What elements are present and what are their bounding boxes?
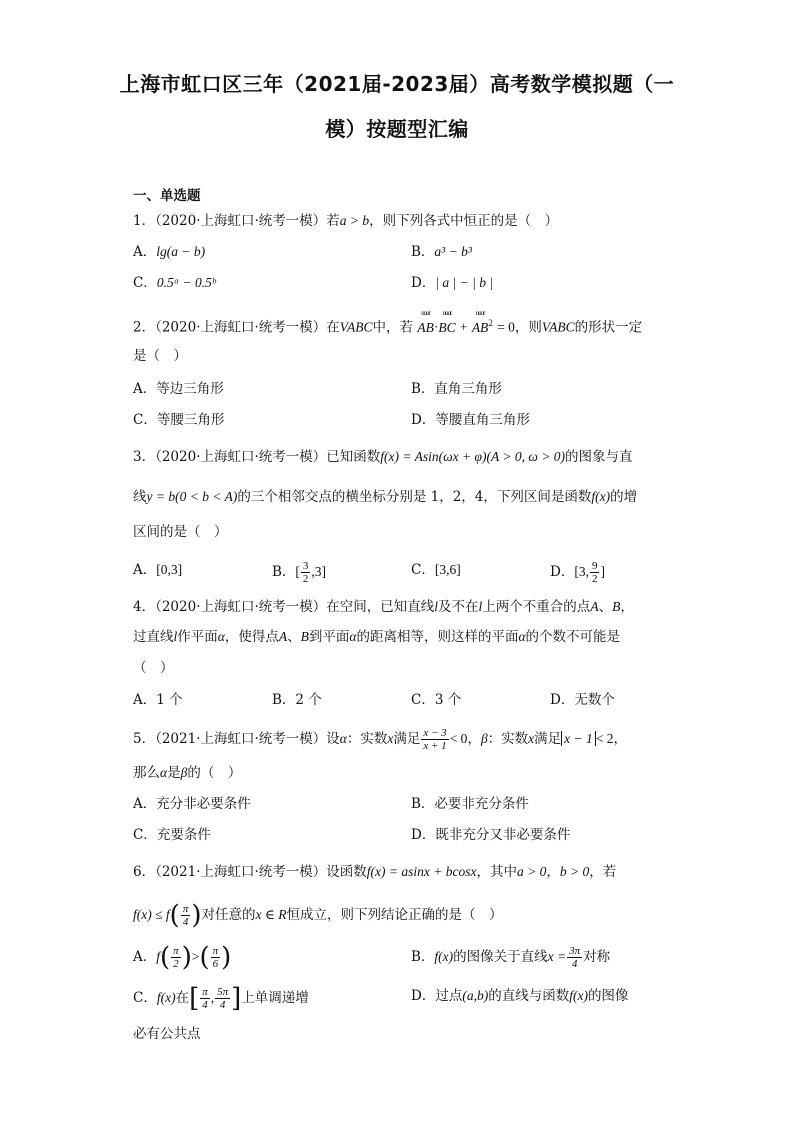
q6-option-c-den2: 4 — [219, 999, 226, 1011]
q6-option-a-den1: 2 — [173, 958, 179, 970]
q6-option-a-gt: > — [191, 949, 200, 964]
q2-vector-arrow-1: uuur — [421, 308, 430, 317]
q4-stem-line2 — [133, 627, 620, 647]
q2-stem-line1 — [133, 308, 643, 338]
q3-function: f(x) = Asin(ωx + φ)(A > 0, ω > 0) — [380, 449, 565, 464]
q5-stem-c: 满足 — [393, 731, 421, 747]
q2-dot: · — [433, 319, 439, 335]
q4-line-l-2: l — [478, 599, 483, 614]
q6-a-positive: a > 0 — [516, 864, 547, 879]
q4-option-b[interactable]: B．2 个 — [272, 692, 322, 708]
q2-option-c[interactable]: C．等腰三角形 — [133, 412, 225, 428]
q6-stem-f: 恒成立，则下列结论正确的是（ ） — [286, 907, 503, 923]
q2-vector-bc-text: BC — [438, 319, 456, 335]
q2-stem-b: 中，若 — [372, 319, 414, 336]
q6-stem-e: 对任意的 — [201, 907, 256, 923]
q3-fx: f(x) — [591, 489, 611, 504]
q1-stem-a: 1．（2020·上海虹口·统考一模）若 — [133, 213, 340, 229]
q5-lt-zero: < 0 — [449, 731, 468, 746]
q4-stem-e: 过直线 — [133, 629, 174, 645]
q3-option-b-den: 2 — [302, 573, 309, 585]
q2-stem-c: ，则 — [514, 319, 542, 336]
q2-plus: + — [459, 319, 468, 335]
q6-stem-b: ，其中 — [476, 864, 517, 880]
q6-stem-c: ， — [546, 864, 560, 880]
q3-stem-c: 线 — [133, 489, 147, 505]
q6-option-a-frac1 — [171, 945, 181, 970]
q1-condition: a > b — [339, 213, 370, 228]
q6-option-c[interactable]: C．f(x)在[ $\frac{\pi}{4}$ , $\frac{5\pi}{4}$ ]上单调递增 — [133, 983, 309, 1014]
q5-frac-num: x − 3 — [423, 727, 447, 739]
q1-option-c[interactable] — [133, 273, 215, 293]
q3-option-a-label: A． — [133, 562, 157, 578]
q1-option-c-math: 0.5ᵃ − 0.5ᵇ — [156, 275, 216, 290]
q1-stem-b: ，则下列各式中恒正的是（ ） — [369, 213, 559, 229]
q2-stem-line2: 是（ ） — [133, 348, 187, 364]
q1-option-b-label: B． — [411, 244, 435, 260]
q4-option-d[interactable]: D．无数个 — [550, 692, 615, 708]
q3-stem-e: 的增 — [610, 489, 638, 505]
q3-option-d-den: 2 — [591, 573, 598, 585]
q6-option-d-text2: 的图像 — [587, 988, 629, 1004]
q4-stem-b: 及不在 — [438, 599, 479, 615]
q2-square: 2 — [488, 318, 493, 328]
q4-stem-line1 — [133, 597, 634, 617]
q6-option-b-fx: f(x) — [434, 949, 454, 964]
q6-option-a-den2: 6 — [212, 958, 219, 970]
q6-option-c-text: 上单调递增 — [241, 990, 309, 1006]
q6-option-d-label: D．过点 — [411, 988, 463, 1004]
q3-stem-b: 的图象与直 — [564, 449, 633, 465]
q5-option-d[interactable]: D．既非充分又非必要条件 — [411, 827, 571, 843]
q5-alpha: α — [339, 731, 347, 746]
q2-triangle-2: VABC — [541, 319, 575, 335]
q2-vector-arrow-3: uuur — [475, 308, 485, 317]
q6-option-b-x: x = — [547, 949, 567, 964]
q5-alpha-2: α — [160, 765, 168, 780]
q1-option-b-math: a³ − b³ — [434, 244, 472, 259]
q2-option-a[interactable]: A．等边三角形 — [133, 381, 224, 397]
q4-stem-i: 的距离相等，则这样的平面 — [356, 629, 519, 645]
q2-vector-ab2-text: AB — [471, 319, 489, 335]
q6-stem-line1 — [133, 862, 616, 882]
q4-line-l-1: l — [434, 599, 439, 614]
q3-option-d[interactable] — [550, 560, 605, 585]
q6-option-c-num2: 5π — [217, 986, 229, 998]
q4-alpha-3: α — [518, 629, 526, 644]
q5-stem-e: ：实数 — [487, 731, 529, 747]
q6-option-c-fx: f(x) — [156, 990, 176, 1005]
q1-option-d-math: | a | − | b | — [435, 275, 494, 290]
q3-option-d-num: 9 — [591, 560, 598, 572]
q2-stem-a: 2．（2020·上海虹口·统考一模）在 — [133, 319, 340, 336]
q2-vector-ab-text: AB — [417, 319, 434, 335]
q1-option-b[interactable] — [411, 242, 472, 262]
q6-option-c-den1: 4 — [202, 999, 208, 1011]
q5-stem-g: ， — [613, 731, 628, 747]
q2-stem-d: 的形状一定 — [574, 319, 643, 336]
q4-option-a[interactable]: A．1 个 — [133, 692, 183, 708]
q3-option-b-label: B． — [272, 564, 296, 580]
q6-option-d-text: 的直线与函数 — [488, 988, 570, 1004]
q4-sep-2: 、 — [287, 629, 301, 645]
q4-alpha-1: α — [217, 629, 225, 644]
q6-option-b-num: 3π — [569, 945, 581, 957]
q5-x-1: x — [387, 731, 394, 746]
q6-option-c-num1: π — [202, 986, 208, 998]
q6-option-a-label: A． — [133, 949, 157, 965]
q6-pi: π — [182, 903, 189, 915]
q6-option-a[interactable]: A．f( $\frac{\pi}{2}$ )>( $\frac{\pi}{6}$ ) — [133, 942, 232, 973]
page-title-line2: 模）按题型汇编 — [325, 117, 469, 141]
q3-option-d-frac — [590, 560, 600, 585]
q1-option-a[interactable] — [133, 242, 205, 262]
q5-x-2: x — [528, 731, 535, 746]
q3-option-c-label: C． — [411, 562, 435, 578]
q6-option-b-text: 的图像关于直线 — [453, 949, 548, 965]
q2-vector-arrow-2: uuur — [442, 308, 452, 317]
q2-option-d[interactable]: D．等腰直角三角形 — [411, 412, 530, 428]
q5-stem-j: 的（ ） — [187, 765, 242, 781]
q4-point-a: A — [590, 599, 599, 614]
q1-option-c-label: C． — [133, 275, 157, 291]
q3-option-b-num: 3 — [302, 560, 309, 572]
q6-option-a-frac2 — [211, 945, 221, 970]
q4-stem-line3: （ ） — [133, 660, 174, 676]
q4-option-c[interactable]: C．3 个 — [411, 692, 462, 708]
q4-point-b: B — [612, 599, 621, 614]
q1-option-a-label: A． — [133, 244, 157, 260]
q4-stem-c: 上两个不重合的点 — [482, 599, 591, 615]
q6-option-b-frac — [567, 945, 582, 970]
q4-point-a-2: A — [278, 629, 288, 644]
q2-equals-zero: = 0 — [497, 319, 515, 335]
q5-beta-2: β — [180, 765, 188, 780]
q2-triangle-1: VABC — [339, 319, 373, 335]
q4-stem-h: 到平面 — [308, 629, 350, 645]
q1-option-d-label: D． — [411, 275, 436, 291]
q6-option-b-label: B． — [411, 949, 435, 965]
q1-stem — [133, 211, 558, 231]
q6-four: 4 — [182, 916, 189, 928]
q2-vector-ab — [417, 308, 434, 338]
q5-option-a[interactable]: A．充分非必要条件 — [133, 796, 251, 812]
q6-x-in-r: x ∈ R — [255, 907, 287, 922]
q6-option-c-frac1 — [200, 986, 210, 1011]
q4-alpha-2: α — [349, 629, 357, 644]
page-title-line1: 上海市虹口区三年（2021届-2023届）高考数学模拟题（一 — [119, 72, 675, 96]
q3-option-b-close: ,3] — [311, 564, 327, 579]
q5-stem-d: ， — [467, 731, 481, 747]
q3-option-b-frac — [301, 560, 311, 585]
q5-option-b[interactable]: B．必要非充分条件 — [411, 796, 529, 812]
q2-vector-bc — [438, 308, 456, 338]
q3-option-b-open: [ — [295, 564, 300, 579]
q3-stem-d: 的三个相邻交点的横坐标分别是 1，2，4，下列区间是函数 — [237, 489, 592, 505]
q2-option-b[interactable]: B．直角三角形 — [411, 381, 502, 397]
q6-option-d-continuation: 必有公共点 — [133, 1026, 201, 1042]
q4-stem-a: 4．（2020·上海虹口·统考一模）在空间，已知直线 — [133, 599, 435, 615]
q6-function: f(x) = asinx + bcosx — [366, 864, 477, 879]
q4-stem-j: 的个数不可能是 — [525, 629, 621, 645]
q3-line-eq: y = b(0 < b < A) — [146, 489, 238, 504]
q3-option-b[interactable] — [272, 560, 326, 585]
q5-stem-h: 那么 — [133, 765, 160, 781]
q6-option-d[interactable] — [411, 986, 628, 1006]
q3-stem-line1 — [133, 447, 632, 467]
q4-stem-g: ，使得点 — [224, 629, 279, 645]
q5-option-c[interactable]: C．充要条件 — [133, 827, 211, 843]
q5-abs-value: x − 1 — [561, 731, 596, 746]
q1-option-a-math: lg(a − b) — [156, 244, 206, 259]
q6-option-b-sym: 对称 — [583, 949, 611, 965]
q5-fraction — [421, 727, 448, 752]
q6-inequality: f(x) ≤ f — [133, 907, 170, 922]
q6-option-d-point: (a,b) — [462, 988, 489, 1003]
q2-vector-ab-2 — [471, 308, 489, 338]
q3-option-d-open: [3, — [574, 564, 589, 579]
q5-stem-f: 满足 — [534, 731, 562, 747]
q6-option-c-frac2 — [215, 986, 230, 1011]
q4-stem-f: 作平面 — [177, 629, 218, 645]
section-heading: 一、单选题 — [133, 188, 201, 204]
q5-beta: β — [480, 731, 488, 746]
q5-stem-a: 5．（2021·上海虹口·统考一模）设 — [133, 731, 340, 747]
q4-stem-d: ， — [620, 599, 634, 615]
q6-pi-over-4 — [181, 903, 191, 928]
q3-option-c[interactable] — [411, 560, 461, 580]
q5-stem-line2 — [133, 763, 241, 783]
q6-stem-d: ，若 — [589, 864, 617, 880]
q5-frac-den: x + 1 — [423, 740, 447, 752]
q5-stem-i: 是 — [167, 765, 181, 781]
q6-option-c-label: C． — [133, 990, 157, 1006]
q3-option-d-close: ] — [600, 564, 605, 579]
q6-option-c-in: 在 — [175, 990, 190, 1006]
q5-lt-two: < 2 — [595, 731, 614, 746]
q3-stem-line3: 区间的是（ ） — [133, 524, 228, 540]
q3-option-a-math: [0,3] — [156, 562, 183, 577]
q3-option-d-label: D． — [550, 564, 575, 580]
q3-stem-line2 — [133, 487, 637, 507]
q6-option-b[interactable] — [411, 945, 610, 970]
q6-stem-line2: f(x) ≤ f( $\frac{\pi}{4}$ )对任意的x ∈ R恒成立，则下列结论正确的是（ ） — [133, 900, 503, 931]
q4-sep-1: 、 — [598, 599, 613, 615]
q6-option-a-num2: π — [212, 945, 219, 957]
q4-point-b-2: B — [300, 629, 309, 644]
q6-option-d-fx: f(x) — [569, 988, 588, 1003]
q6-option-b-den: 4 — [571, 958, 578, 970]
q3-option-c-math: [3,6] — [434, 562, 461, 577]
q6-b-positive: b > 0 — [559, 864, 590, 879]
q3-option-a[interactable] — [133, 560, 182, 580]
q4-line-l-3: l — [173, 629, 178, 644]
q3-stem-a: 3．（2020·上海虹口·统考一模）已知函数 — [133, 449, 381, 465]
q5-stem-line1 — [133, 727, 627, 752]
q6-option-a-f: f — [156, 949, 161, 964]
q1-option-d[interactable] — [411, 273, 493, 293]
q5-stem-b: ：实数 — [346, 731, 388, 747]
q6-option-a-num1: π — [173, 945, 179, 957]
q6-stem-a: 6．（2021·上海虹口·统考一模）设函数 — [133, 864, 367, 880]
